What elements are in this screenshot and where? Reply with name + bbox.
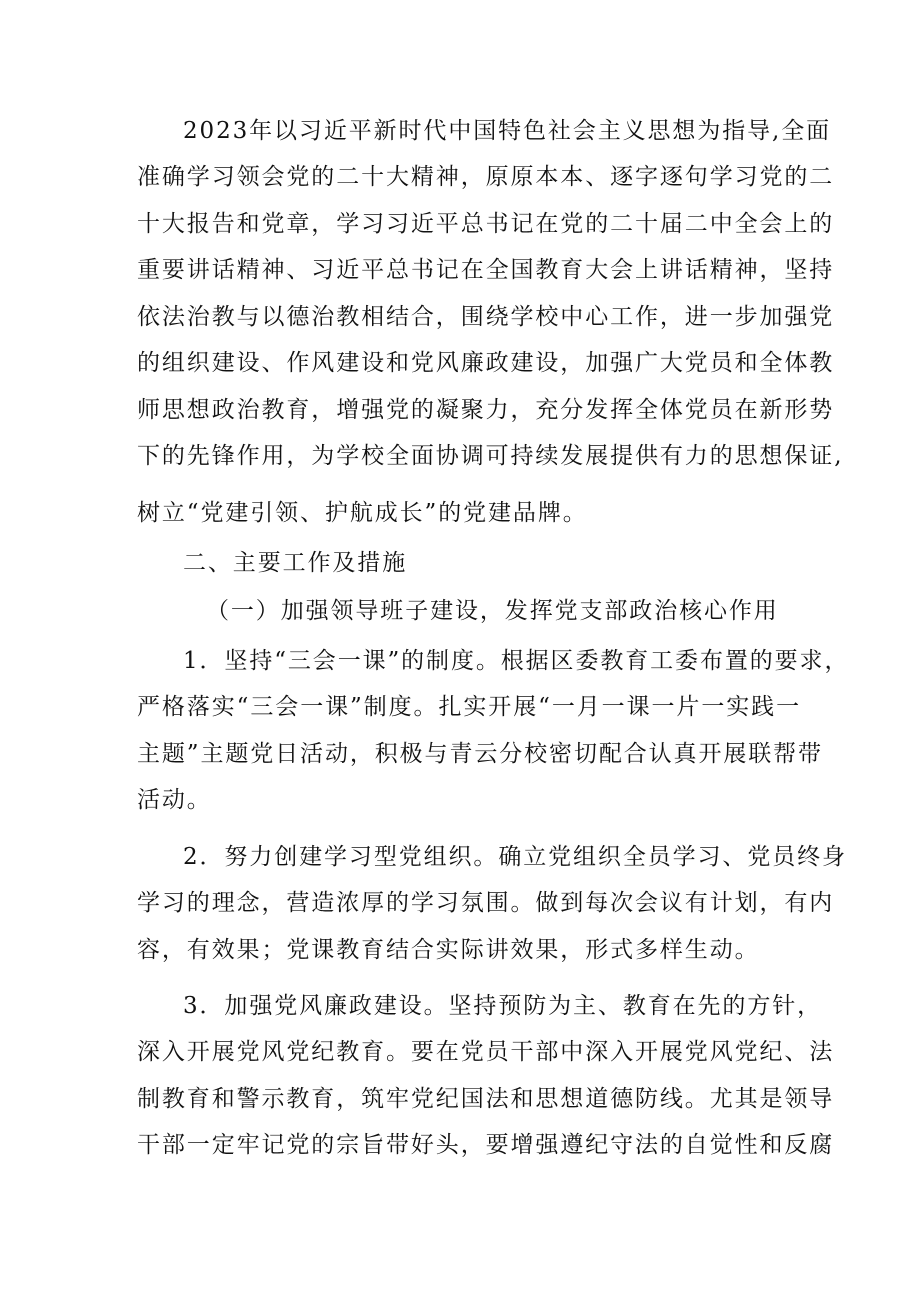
list-item-line: 活动。	[137, 787, 212, 813]
list-item-line: 干部一定牢记党的宗旨带好头，要增强遵纪守法的自觉性和反腐	[137, 1132, 835, 1158]
list-item-line: 容，有效果；党课教育结合实际讲效果，形式多样生动。	[137, 937, 760, 963]
list-item-line: 学习的理念，营造浓厚的学习氛围。做到每次会议有计划，有内	[137, 890, 835, 916]
list-item-line: 1．坚持“三会一课”的制度。根据区委教育工委布置的要求，	[183, 648, 850, 674]
list-item-line: 深入开展党风党纪教育。要在党员干部中深入开展党风党纪、法	[137, 1039, 835, 1065]
subsection-heading: （一）加强领导班子建设，发挥党支部政治核心作用	[206, 598, 779, 624]
list-item-line: 主题”主题党日活动，积极与青云分校密切配合认真开展联帮带	[137, 741, 823, 767]
paragraph-line: 的组织建设、作风建设和党风廉政建设，加强广大党员和全体教	[137, 350, 835, 376]
section-heading: 二、主要工作及措施	[183, 550, 408, 576]
list-item-line: 严格落实“三会一课”制度。扎实开展“一月一课一片一实践一	[137, 694, 801, 720]
paragraph-line: 准确学习领会党的二十大精神，原原本本、逐字逐句学习党的二	[137, 164, 835, 190]
paragraph-line: 重要讲话精神、习近平总书记在全国教育大会上讲话精神，坚持	[137, 257, 835, 283]
paragraph-line: 树立“党建引领、护航成长”的党建品牌。	[137, 500, 588, 526]
paragraph-line: 依法治教与以德治教相结合，围绕学校中心工作，进一步加强党	[137, 304, 835, 330]
paragraph-line: 2023年以习近平新时代中国特色社会主义思想为指导,全面	[183, 118, 832, 144]
list-item-line: 制教育和警示教育，筑牢党纪国法和思想道德防线。尤其是领导	[137, 1086, 835, 1112]
paragraph-line: 师思想政治教育，增强党的凝聚力，充分发挥全体党员在新形势	[137, 397, 835, 423]
list-item-line: 2．努力创建学习型党组织。确立党组织全员学习、党员终身	[183, 844, 847, 870]
list-item-line: 3．加强党风廉政建设。坚持预防为主、教育在先的方针，	[183, 993, 823, 1019]
paragraph-line: 十大报告和党章，学习习近平总书记在党的二十届二中全会上的	[137, 211, 835, 237]
paragraph-line: 下的先锋作用，为学校全面协调可持续发展提供有力的思想保证,	[137, 443, 844, 469]
